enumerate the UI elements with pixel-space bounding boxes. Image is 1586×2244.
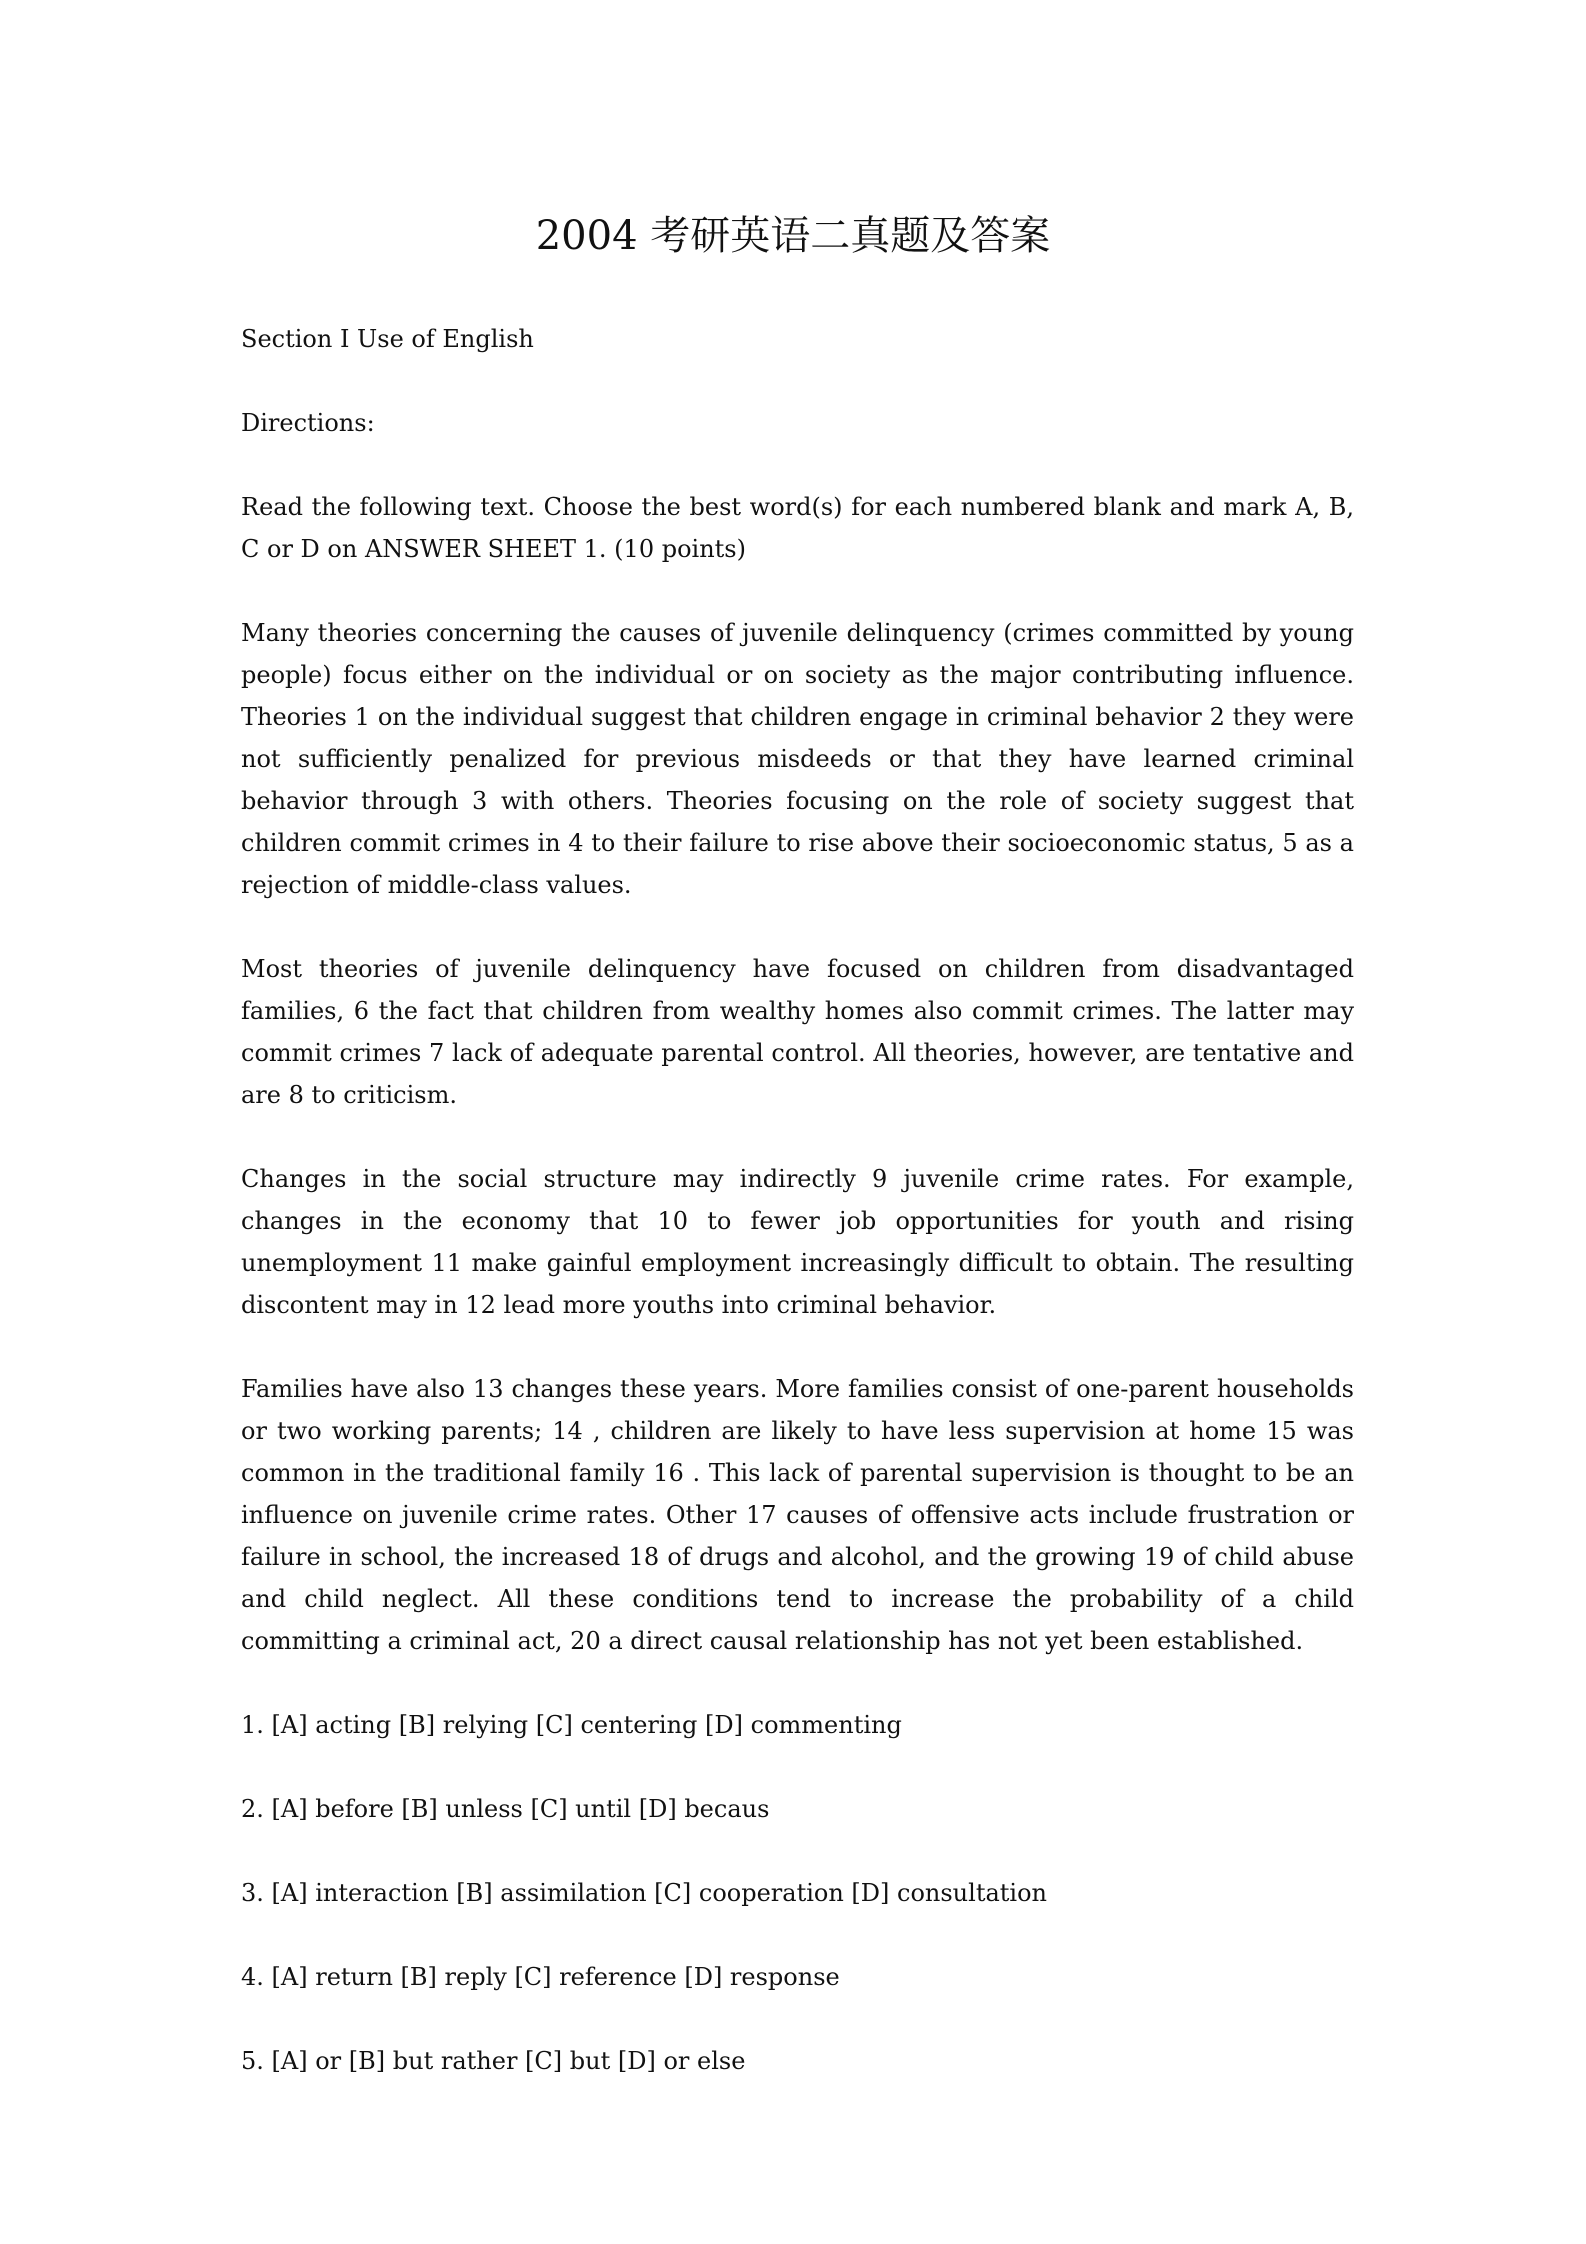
question-option-2: 2. [A] before [B] unless [C] until [D] becaus: [241, 1795, 770, 1823]
passage-paragraph-3: Changes in the social structure may indirectly 9 juvenile crime rates. For example, changes in the economy that 10 to fewer job opportunities for youth and rising unemployment 11 make gainful employment increasingly difficult to obtain. The resulting discontent may in 12 lead more youths into criminal behavior.: [241, 1165, 1354, 1319]
document-body: [241, 318, 1354, 2124]
section-heading: Section I Use of English: [241, 325, 534, 353]
passage-paragraph-1: Many theories concerning the causes of juvenile delinquency (crimes committed by young people) focus either on the individual or on society as the major contributing influence. Theories 1 on the individual suggest that children engage in criminal behavior 2 they were not sufficiently penalized for previous misdeeds or that they have learned criminal behavior through 3 with others. Theories focusing on the role of society suggest that children commit crimes in 4 to their failure to rise above their socioeconomic status, 5 as a rejection of middle-class values.: [241, 619, 1354, 899]
question-option-5: 5. [A] or [B] but rather [C] but [D] or else: [241, 2047, 746, 2075]
question-option-4: 4. [A] return [B] reply [C] reference [D] response: [241, 1963, 840, 1991]
question-option-1: 1. [A] acting [B] relying [C] centering [D] commenting: [241, 1711, 902, 1739]
directions-label: Directions:: [241, 409, 375, 437]
passage-paragraph-4: Families have also 13 changes these years. More families consist of one-parent households or two working parents; 14 , children are likely to have less supervision at home 15 was common in the traditional family 16 . This lack of parental supervision is thought to be an influence on juvenile crime rates. Other 17 causes of offensive acts include frustration or failure in school, the increased 18 of drugs and alcohol, and the growing 19 of child abuse and child neglect. All these conditions tend to increase the probability of a child committing a criminal act, 20 a direct causal relationship has not yet been established.: [241, 1375, 1354, 1655]
document-title: 2004 考研英语二真题及答案: [535, 213, 1051, 259]
directions-text: Read the following text. Choose the best word(s) for each numbered blank and mark A, B, C or D on ANSWER SHEET 1. (10 points): [241, 493, 1354, 563]
passage-paragraph-2: Most theories of juvenile delinquency have focused on children from disadvantaged families, 6 the fact that children from wealthy homes also commit crimes. The latter may commit crimes 7 lack of adequate parental control. All theories, however, are tentative and are 8 to criticism.: [241, 955, 1354, 1109]
question-option-3: 3. [A] interaction [B] assimilation [C] cooperation [D] consultation: [241, 1879, 1047, 1907]
